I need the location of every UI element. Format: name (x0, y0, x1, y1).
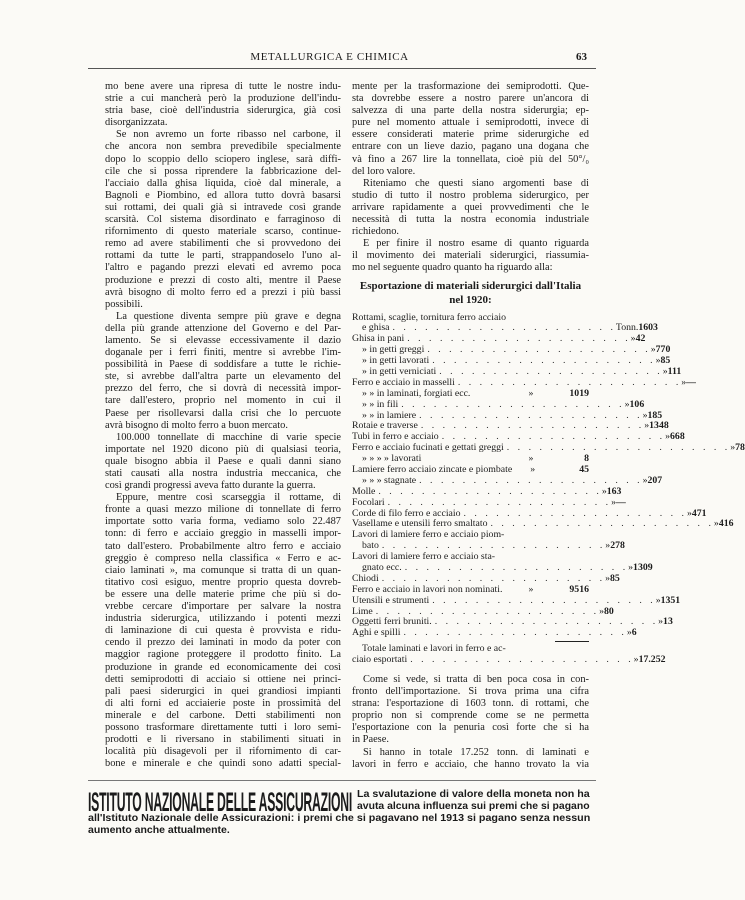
text-line: che ancora non sembra prevedibile specialmente (105, 141, 341, 153)
dot-leader: . . . . . . . . . . . . . . . . . . . . . (375, 605, 600, 617)
text-line: strie a cui mancherà però la produzione dell'indu- (105, 93, 341, 105)
paragraph (105, 432, 341, 492)
text-line: maggior ragione proteggere il prodotto finito. La (105, 649, 341, 661)
text-line: importate nel 1920 dicono più di qualsiasi teoria, (105, 443, 341, 455)
row-value: 78 (735, 442, 745, 454)
row-label: » » » stagnate (362, 474, 417, 486)
text-line: della più grande attenzione del Governo e del Par- (105, 322, 341, 334)
dot-leader: . . . . . . . . . . . . . . . . . . . . . (434, 616, 659, 628)
row-value: 1019 (569, 387, 589, 399)
text-line: così grandi progressi aveva fatto durante la guerra. (105, 480, 316, 492)
table-title (352, 279, 589, 307)
dot-leader: . . . . . . . . . . . . . . . . . . . . . (381, 540, 606, 552)
row-unit: » (713, 518, 719, 530)
row-value: 106 (629, 398, 645, 410)
dot-leader: . . . . . . . . . . . . . . . . . . . . . (457, 376, 682, 388)
row-unit: » (642, 409, 648, 421)
text-line: ste, si avrebbe dall'altra parte un elevamento del (105, 371, 341, 383)
text-line: disorganizzata. (105, 117, 168, 129)
text-line: sui rottami, dei quali già si intravede così grande (105, 201, 341, 213)
text-line: scarsità. Col sistema disordinato e farraginoso di (105, 214, 341, 226)
row-unit: » (630, 333, 636, 345)
row-label: e ghisa (362, 322, 390, 334)
text-line: salvezza di una parte della nostra siderurgia; ep- (352, 105, 589, 117)
text-line: cile che si possa riprendere la fabbricazione del- (105, 165, 341, 177)
text-line: pali paesi siderurgici in quei grandiosi impianti (105, 685, 341, 697)
text-line: tare dall'estero, proprio nel momento in cui il (105, 395, 341, 407)
right-column (352, 81, 745, 771)
text-line: dopo lo scoppio dello sciopero inglese, sarà diffi- (105, 153, 341, 165)
dot-leader: . . . . . . . . . . . . . . . . . . . . . (463, 507, 687, 519)
row-unit: » (628, 561, 634, 573)
text-line: necessità di tutta la nostra economia industriale (352, 214, 589, 226)
row-unit: » (528, 583, 534, 595)
text-line: Come si vede, si tratta di ben poca cosa in con- (363, 674, 589, 685)
dot-leader: . . . . . . . . . . . . . . . . . . . . . (419, 474, 643, 486)
row-unit: » (528, 387, 534, 399)
text-line: stati causati alla nostra industria meccanica, che (105, 468, 341, 479)
paragraph (105, 129, 341, 310)
text-line: lamento. Se si elevasse eccessivamente il dazio (105, 334, 341, 346)
text-line: sta dovrebbe essere a nostro parere un'ancora di (352, 93, 589, 105)
row-unit: » (605, 540, 611, 552)
text-line: fronte a quasi mezzo milione di tonnellate di ferro (105, 504, 341, 516)
paragraph (352, 238, 589, 274)
row-value: 85 (610, 572, 620, 584)
paragraph (352, 747, 589, 771)
text-line: mente per la trasformazione dei semiprodotti. Que- (352, 81, 589, 92)
row-unit: » (624, 398, 630, 410)
row-unit: » (633, 654, 639, 666)
text-line: remo ad avere stabilimenti che si provvedono dei (105, 238, 341, 250)
text-line: l'acciaio dalla ghisa liquida, cioè dal minerale, a (105, 177, 341, 189)
table-row (352, 654, 666, 666)
row-unit: » (681, 376, 687, 388)
text-line: località più disagevoli per il rifornimento di car- (105, 746, 341, 758)
text-line: il movimento dei materiali siderurgici, riassumia- (352, 250, 589, 262)
dot-leader: . . . . . . . . . . . . . . . . . . . . . (419, 409, 643, 421)
row-label: gnato ecc. (362, 561, 402, 573)
text-line: Si hanno in totale 17.252 tonn. di laminati e (363, 746, 589, 758)
dot-leader: . . . . . . . . . . . . . . . . . . . . . (432, 355, 656, 367)
row-value: 185 (647, 409, 663, 421)
text-line: greggio è compreso nella classifica « Ferro e ac- (105, 552, 341, 564)
dot-leader: . . . . . . . . . . . . . . . . . . . . . (506, 442, 731, 454)
text-line: mo nel seguente quadro quanto ha riguardo alla: (352, 262, 553, 274)
row-unit: » (686, 507, 692, 519)
text-line: prezzo del ferro, che si dovrà di necessità impor- (105, 383, 341, 395)
text-line: arrivare rapidamente a quei provvedimenti che le (352, 201, 589, 213)
row-unit: » (650, 344, 656, 356)
row-label: » in getti lavorati (362, 355, 430, 367)
paragraph (352, 81, 589, 178)
row-label: Totale laminati e lavori in ferro e ac- (362, 643, 506, 655)
text-line: bone e minerale e che quindi sono adatti special- (105, 758, 341, 770)
row-unit: » (611, 496, 616, 508)
row-label: Corde di filo ferro e acciaio (352, 507, 461, 519)
dot-leader: . . . . . . . . . . . . . . . . . . . . . (404, 561, 629, 573)
total-rule (555, 641, 589, 642)
row-label: Rottami, scaglie, tornitura ferro acciaio (352, 311, 506, 323)
text-line: strana: l'esportazione di 1603 tonn. di rottami, che (352, 698, 589, 710)
dot-leader: . . . . . . . . . . . . . . . . . . . . . (403, 627, 627, 639)
text-line: Paese per risollevarsi dalla crisi che lo percuote (105, 407, 341, 419)
text-line: ciaio laminati », ma comunque si tratta di un quan- (105, 564, 341, 576)
row-value: — (615, 496, 626, 508)
row-label: Lamiere ferro acciaio zincate e piombate (352, 463, 513, 475)
text-line: studio di tutto il nostro problema siderurgico, per (352, 189, 589, 201)
dot-leader: . . . . . . . . . . . . . . . . . . . . . (378, 485, 602, 497)
row-unit: » (655, 594, 661, 606)
dot-leader: . . . . . . . . . . . . . . . . . . . . . (427, 344, 651, 356)
row-value: 471 (691, 507, 707, 519)
row-unit: Tonn. (615, 322, 639, 334)
text-line: mo bene avere una ripresa di tutte le nostre indu- (105, 81, 341, 92)
text-line: possono trasformare direttamente tutti i loro semi- (105, 721, 341, 733)
row-label: Focolari (352, 496, 385, 508)
row-label: » » » » lavorati (362, 453, 422, 465)
row-label: » » in lamiere (362, 409, 417, 421)
text-line: richiedono. (352, 226, 400, 238)
row-label: » » in laminati, forgiati ecc. (362, 387, 471, 399)
row-value: 80 (604, 605, 614, 617)
text-line: pure nel momento attuale i semiprodotti, invece di (352, 117, 589, 129)
row-label: Lavori di lamiere ferro e acciaio piom- (352, 529, 505, 541)
text-line: stria base, cioè dell'industria siderurgica, già così (105, 105, 341, 117)
row-unit: » (599, 605, 605, 617)
advertisement-line-4: aumento anche attualmente. (88, 824, 230, 836)
row-value: — (686, 376, 696, 388)
row-value: 668 (670, 431, 685, 443)
row-label: Chiodi (352, 572, 379, 584)
row-label: Ferro e acciaio in masselli (352, 376, 455, 388)
text-line: l'esportazione con la penuria così forte che si ha (352, 722, 589, 734)
text-line: l'altro e pagando prezzi elevati ed avremo poca (105, 262, 341, 274)
text-line: detti semiprodotti di acciaio si ottiene nei princi- (105, 673, 341, 685)
row-value: 13 (663, 616, 673, 628)
text-line: quale bisogno abbia il Paese e quali danni siano (105, 455, 341, 467)
row-label: bato (362, 540, 379, 552)
row-label: Vasellame e utensili ferro smaltato (352, 518, 488, 530)
table-row (352, 398, 645, 411)
text-line: avrà bisogno di molto ferro ed a prezzi i più bassi (105, 286, 341, 298)
footer-rule (88, 780, 596, 781)
paragraph (352, 674, 589, 747)
paragraph (105, 492, 341, 770)
row-unit: » (528, 453, 534, 465)
table-title-line1: Esportazione di materiali siderurgici dall'Italia (359, 279, 582, 292)
running-header: METALLURGICA E CHIMICA (250, 51, 409, 63)
advertisement-line-3: all'Istituto Nazionale delle Assicurazioni: i premi che si pagavano nel 1913 si pagano senza nessun (88, 812, 591, 824)
row-label: Ferro e acciaio in lavori non nominati. (352, 583, 503, 595)
row-label: » » in fili (362, 398, 399, 410)
row-unit: » (730, 442, 736, 454)
text-line: di laminazione di cui questa è provvista e ridu- (105, 625, 341, 637)
text-line: tato dall'estero. Probabilmente altro ferro e acciaio (105, 540, 341, 552)
text-line: rottami da tutte le parti, strappandoselo l'uno al- (105, 250, 341, 262)
table-row (352, 389, 589, 400)
text-line: importate sotto varia forma, vediamo solo 22.487 (105, 516, 341, 528)
dot-leader: . . . . . . . . . . . . . . . . . . . . . (490, 518, 714, 530)
row-unit: » (644, 420, 650, 432)
row-label: Molle (352, 485, 376, 497)
paragraph (105, 311, 341, 432)
paragraph (352, 178, 589, 238)
table-title-line2: nel 1920: (449, 293, 492, 306)
text-line: cendo il prezzo dei laminati in modo da poter con (105, 637, 341, 649)
dot-leader: . . . . . . . . . . . . . . . . . . . . . (432, 594, 656, 606)
after-table-paragraphs (352, 674, 589, 771)
export-table (352, 311, 745, 667)
text-line: Eppure, mentre così scarseggia il rottame, di (116, 492, 341, 504)
dot-leader: . . . . . . . . . . . . . . . . . . . . . (410, 654, 634, 666)
text-line: titativo così esiguo, mentre proprio questa dovreb- (105, 576, 341, 588)
text-line: 100.000 tonnellate di macchine di varie specie (116, 431, 341, 443)
right-paragraphs (352, 81, 589, 275)
row-label: Oggetti ferri bruniti. (352, 616, 432, 628)
text-line: vrebbe cercare d'importare per salvare la nostra (105, 601, 341, 613)
row-label: Ferro e acciaio fucinati e gettati greggi (352, 442, 504, 454)
table-row (352, 496, 626, 509)
row-value: 42 (635, 333, 646, 345)
row-label: ciaio esportati (352, 654, 408, 666)
row-value: 6 (631, 627, 637, 639)
row-value: 111 (667, 365, 682, 377)
dot-leader: . . . . . . . . . . . . . . . . . . . . . (381, 572, 606, 584)
row-label: » in getti verniciati (362, 365, 437, 377)
text-line: La questione diventa sempre più grave e degna (116, 310, 341, 322)
row-label: Tubi in ferro e acciaio (352, 431, 439, 443)
text-line: produzione e prezzi di costo alti, mentre il Paese (105, 274, 341, 286)
row-unit: » (655, 355, 661, 367)
text-line: fronto dell'importazione. Si trova prima una cifra (352, 686, 589, 698)
row-value: 1309 (633, 561, 653, 573)
row-value: 9516 (569, 583, 589, 595)
row-value: 85 (660, 355, 671, 367)
row-value: 207 (647, 474, 663, 486)
row-label: Lavori di lamiere ferro e acciaio sta- (352, 551, 496, 563)
text-line: be essere una delle materie prime che più si do- (105, 588, 341, 600)
text-line: essere considerati materie prime siderurgiche ed (352, 129, 589, 141)
row-label: Utensili e strumenti (352, 594, 430, 606)
text-line: prodotti e li riversano in stabilimenti situati in (105, 734, 341, 746)
row-value: 1603 (638, 322, 658, 334)
text-line: del loro valore. (352, 165, 416, 177)
dot-leader: . . . . . . . . . . . . . . . . . . . . . (439, 365, 663, 377)
text-line: possibili. (105, 298, 143, 310)
row-label: » in getti greggi (362, 344, 425, 356)
text-line: rifornimento di questo materiale scarso, continue- (105, 226, 341, 238)
row-value: 8 (584, 453, 589, 465)
row-value: 45 (579, 463, 589, 475)
text-line: entrare con un lieve dazio, pagano una dogana che (352, 141, 589, 153)
text-line: in Paese. (352, 734, 389, 746)
text-line: minerale e del carbone. Detti stabilimenti non (105, 709, 341, 721)
text-line: và fino a 267 lire la tonnellata, cioè più del 50°/₀ (352, 153, 589, 165)
text-line: industria siderurgica, utilizzando i potenti mezzi (105, 613, 341, 625)
dot-leader: . . . . . . . . . . . . . . . . . . . . . (392, 322, 616, 334)
row-value: 770 (655, 344, 671, 356)
advertisement-line-1: La svalutazione di valore della moneta non ha (357, 788, 590, 800)
text-line: Riteniamo che questi siano argomenti base di (363, 177, 589, 189)
row-value: 163 (606, 485, 622, 497)
dot-leader: . . . . . . . . . . . . . . . . . . . . . (420, 420, 645, 432)
advertisement-title: ISTITUTO NAZIONALE DELLE ASSICURAZIONI (88, 787, 353, 817)
text-line: lavori in ferro e acciaio, che hanno trovato la via (352, 758, 589, 770)
text-line: di alti forni ed acciaierie poste in prossimità del (105, 697, 341, 709)
row-value: 1351 (660, 594, 681, 606)
row-label: Lime (352, 605, 373, 617)
text-line: doganale per i ferri finiti, mentre si avrebbe l'im- (105, 347, 341, 359)
table-row (352, 485, 622, 498)
text-line: Se non avremo un forte ribasso nel carbone, il (116, 129, 341, 141)
dot-leader: . . . . . . . . . . . . . . . . . . . . . (407, 333, 631, 345)
row-value: 416 (718, 518, 734, 530)
dot-leader: . . . . . . . . . . . . . . . . . . . . . (441, 431, 666, 443)
text-line: avrà bisogno di molto ferro a buon mercato. (105, 419, 288, 431)
row-value: 17.252 (638, 654, 666, 666)
row-unit: » (665, 431, 671, 443)
row-unit: » (626, 627, 632, 639)
row-value: 278 (610, 540, 625, 552)
dot-leader: . . . . . . . . . . . . . . . . . . . . . (387, 496, 612, 508)
advertisement-line-2: avuta alcuna influenza sui premi che si pagano (357, 800, 590, 812)
left-column (105, 81, 341, 770)
dot-leader: . . . . . . . . . . . . . . . . . . . . . (401, 398, 625, 410)
header-rule (88, 68, 596, 69)
table-row (352, 627, 637, 639)
row-unit: » (605, 572, 611, 584)
text-line: produzione in grande ed economicamente dei così (105, 661, 341, 673)
row-value: 1348 (649, 420, 669, 432)
row-label: Rotaie e traverse (352, 420, 418, 432)
page-number: 63 (576, 51, 587, 63)
row-label: Aghi e spilli (352, 627, 401, 639)
row-unit: » (530, 463, 536, 475)
row-unit: » (662, 365, 668, 377)
paragraph (105, 81, 341, 129)
text-line: possibilità in Paese di soddisfare a tutte le richie- (105, 359, 341, 371)
row-label: Ghisa in pani (352, 333, 405, 345)
row-unit: » (601, 485, 607, 497)
table-row (352, 594, 681, 607)
row-unit: » (642, 474, 648, 486)
text-line: Bagnoli e Piombino, ed allora tutto dovrà basarsi (105, 189, 341, 201)
text-line: proprio non si comprende come se ne permetta (352, 710, 589, 722)
row-unit: » (658, 616, 664, 628)
text-line: E per finire il nostro esame di quanto riguarda (363, 238, 589, 250)
text-line: tonn: di ferro e acciaio greggio in masselli impor- (105, 528, 341, 540)
